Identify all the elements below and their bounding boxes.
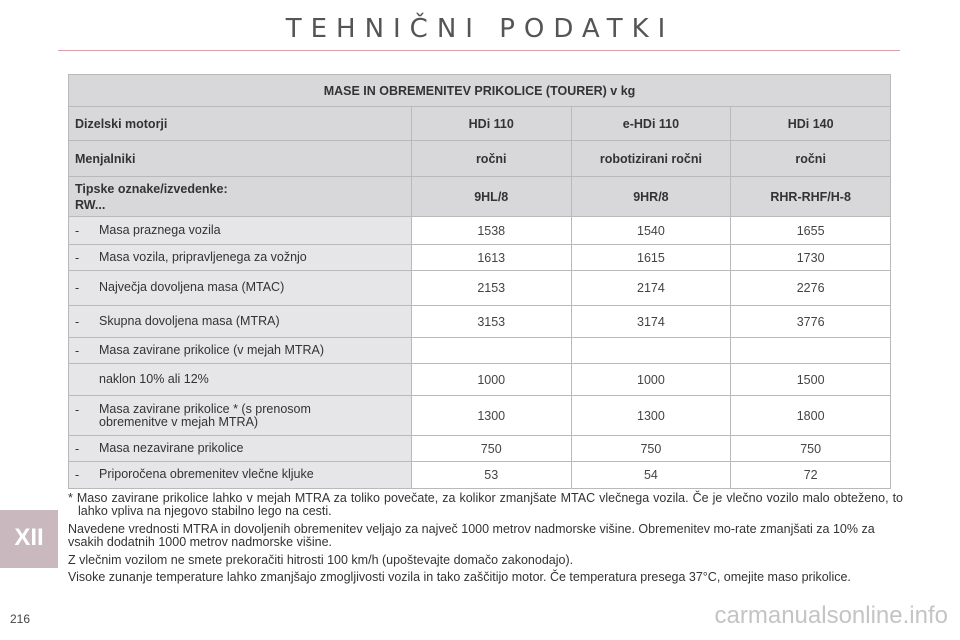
table-row [69, 306, 891, 338]
table-cell: 1655 [731, 217, 891, 245]
table-row [69, 462, 891, 489]
table-cell: 1300 [571, 396, 731, 436]
table-cell: 3153 [411, 306, 571, 338]
row-label [69, 436, 412, 462]
row-label [69, 271, 412, 306]
table-cell: 1613 [411, 245, 571, 271]
table-cell: 3174 [571, 306, 731, 338]
chapter-badge [0, 510, 58, 568]
header-row-gearboxes [69, 141, 891, 177]
table-row [69, 271, 891, 306]
header-cell: 9HL/8 [411, 177, 571, 217]
row-dash: - [75, 343, 80, 358]
spec-table [68, 74, 891, 489]
table-cell: 2174 [571, 271, 731, 306]
table-caption: MASE IN OBREMENITEV PRIKOLICE (TOURER) v kg [69, 75, 891, 107]
row-label [69, 462, 412, 489]
row-dash: - [75, 223, 80, 238]
table-row [69, 245, 891, 271]
row-label [69, 306, 412, 338]
header-label [69, 177, 412, 217]
row-label [69, 245, 412, 271]
header-label: Dizelski motorji [69, 107, 412, 141]
header-label-line: Tipske oznake/izvedenke: [75, 181, 228, 196]
row-dash: - [75, 402, 80, 417]
page-title: TEHNIČNI PODATKI [285, 14, 675, 44]
row-dash: - [75, 441, 80, 456]
row-dash: - [75, 281, 80, 295]
row-label-text: Masa praznega vozila [99, 222, 221, 237]
table-cell: 750 [571, 436, 731, 462]
table-row [69, 364, 891, 396]
table-cell [731, 338, 891, 364]
footnote: * Maso zavirane prikolice lahko v mejah MTRA za toliko povečate, za kolikor zmanjšate MTAC vlečnega vozila. Če je vlečno vozilo malo obteženo, to lahko vpliva na njegovo stabilno lego na cesti. [68, 491, 903, 518]
row-dash: - [75, 314, 80, 329]
row-label [69, 217, 412, 245]
row-label-text: Masa zavirane prikolice (v mejah MTRA) [99, 342, 325, 357]
chapter-badge-label: XII [14, 524, 44, 551]
row-label-text: Masa zavirane prikolice * (s prenosom obremenitve v mejah MTRA) [99, 401, 311, 429]
row-dash: - [75, 468, 80, 482]
row-dash [75, 373, 99, 386]
watermark: carmanualsonline.info [714, 602, 948, 629]
table-cell: 3776 [731, 306, 891, 338]
table-row [69, 217, 891, 245]
table-cell: 1000 [411, 364, 571, 396]
header-cell: ročni [411, 141, 571, 177]
table-cell: 1540 [571, 217, 731, 245]
table-cell: 54 [571, 462, 731, 489]
table-row [69, 436, 891, 462]
row-label [69, 364, 412, 396]
row-label [69, 338, 412, 364]
note-speed-limit: Z vlečnim vozilom ne smete prekoračiti hitrosti 100 km/h (upoštevajte domačo zakonodajo). [68, 553, 574, 567]
row-label-text: naklon 10% ali 12% [99, 372, 209, 386]
table-cell: 1730 [731, 245, 891, 271]
header-row-engines [69, 107, 891, 141]
table-cell: 1000 [571, 364, 731, 396]
header-cell: HDi 140 [731, 107, 891, 141]
row-label-text: Največja dovoljena masa (MTAC) [99, 280, 285, 294]
table-cell [571, 338, 731, 364]
table-cell: 1300 [411, 396, 571, 436]
table-cell: 2276 [731, 271, 891, 306]
table-caption-row [69, 75, 891, 107]
table-cell: 1800 [731, 396, 891, 436]
note-temperature: Visoke zunanje temperature lahko zmanjšajo zmogljivosti vozila in tako zaščitijo motor. Če temperatura presega 37°C, omejite maso prikolice. [68, 570, 851, 584]
title-divider [58, 50, 900, 51]
table-cell: 750 [411, 436, 571, 462]
header-cell: ročni [731, 141, 891, 177]
table-cell: 1538 [411, 217, 571, 245]
row-label-text: Priporočena obremenitev vlečne kljuke [99, 467, 314, 481]
row-label-text: Masa nezavirane prikolice [99, 440, 244, 455]
row-label [69, 396, 412, 436]
note-altitude: Navedene vrednosti MTRA in dovoljenih obremenitev veljajo za največ 1000 metrov nadmorske višine. Obremenitev mo-rate zmanjšati za 10% za vsakih dodatnih 1000 metrov nadmorske višine. [68, 522, 875, 549]
header-label-line: RW... [75, 197, 106, 212]
header-label: Menjalniki [69, 141, 412, 177]
row-label-text: Masa vozila, pripravljenega za vožnjo [99, 249, 307, 264]
row-label-text: Skupna dovoljena masa (MTRA) [99, 313, 280, 328]
header-row-types [69, 177, 891, 217]
table-cell [411, 338, 571, 364]
table-cell: 53 [411, 462, 571, 489]
table-row [69, 338, 891, 364]
header-cell: RHR-RHF/H-8 [731, 177, 891, 217]
page-number: 216 [10, 612, 31, 626]
header-cell: 9HR/8 [571, 177, 731, 217]
table-cell: 750 [731, 436, 891, 462]
header-cell: e-HDi 110 [571, 107, 731, 141]
table-cell: 72 [731, 462, 891, 489]
table-cell: 1500 [731, 364, 891, 396]
table-cell: 2153 [411, 271, 571, 306]
row-dash: - [75, 250, 80, 265]
table-cell: 1615 [571, 245, 731, 271]
header-cell: HDi 110 [411, 107, 571, 141]
header-cell: robotizirani ročni [571, 141, 731, 177]
table-row [69, 396, 891, 436]
